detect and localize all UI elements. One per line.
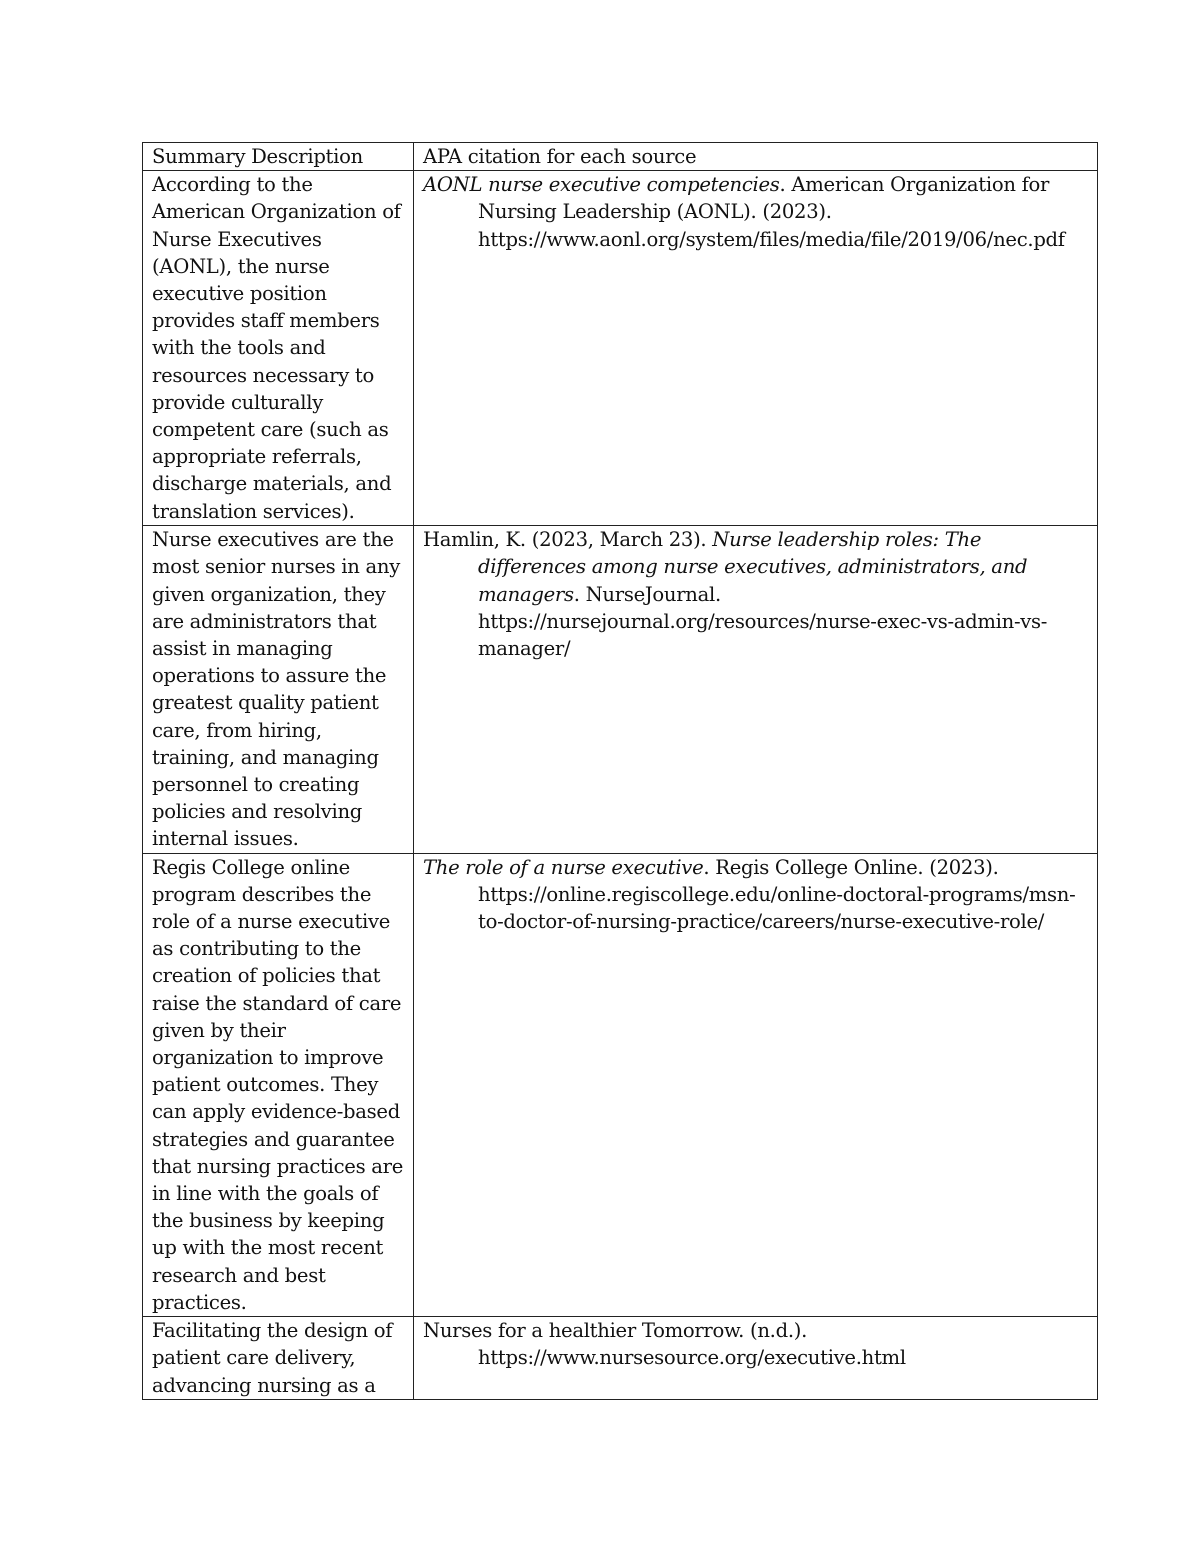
- citation-title: AONL nurse executive competencies: [423, 173, 780, 197]
- table-row: [143, 1317, 1098, 1400]
- citation-suffix: . Regis College Online. (2023). https://online.regiscollege.edu/online-doctoral-programs/msn-to-doctor-of-nursing-practice/careers/nurse-executive-role/: [478, 855, 1076, 934]
- apa-citation: [423, 1317, 1088, 1371]
- citation-suffix: . American Organization for Nursing Leadership (AONL). (2023). https://www.aonl.org/system/files/media/file/2019/06/nec.pdf: [478, 173, 1065, 251]
- table-row: [143, 853, 1098, 1316]
- summary-cell: [143, 171, 414, 526]
- citation-cell: [414, 526, 1098, 853]
- citation-prefix: Nurses for a healthier Tomorrow. (n.d.). https://www.nursesource.org/executive.html: [423, 1319, 906, 1370]
- apa-citation: [423, 526, 1088, 662]
- summary-header: Summary Description: [143, 143, 414, 171]
- table-row: [143, 526, 1098, 853]
- citation-prefix: Hamlin, K. (2023, March 23).: [423, 528, 713, 552]
- citation-title: Nurse leadership roles: The differences among nurse executives, administrators, and managers: [478, 528, 1028, 606]
- summary-text: Nurse executives are the most senior nurses in any given organization, they are administrators that assist in managing operations to assure the greatest quality patient care, from hiring, training, and managing personnel to creating policies and resolving internal issues.: [152, 528, 400, 851]
- summary-cell: [143, 526, 414, 853]
- table-row: [143, 171, 1098, 526]
- citation-cell: [414, 853, 1098, 1316]
- citation-title: The role of a nurse executive: [423, 855, 704, 879]
- citation-cell: [414, 1317, 1098, 1400]
- apa-citation: [423, 854, 1088, 936]
- apa-citation: [423, 171, 1088, 253]
- summary-cell: [143, 1317, 414, 1400]
- summary-text: Regis College online program describes the role of a nurse executive as contributing to the creation of policies that raise the standard of care given by their organization to improve patient outcomes. They can apply evidence-based strategies and guarantee that nursing practices are in line with the goals of the business by keeping up with the most recent research and best practices.: [152, 855, 403, 1314]
- sources-table: [142, 142, 1098, 1400]
- citation-header: APA citation for each source: [414, 143, 1098, 171]
- summary-text: According to the American Organization of Nurse Executives (AONL), the nurse executive position provides staff members with the tools and resources necessary to provide culturally competent care (such as appropriate referrals, discharge materials, and translation services).: [152, 173, 401, 523]
- summary-cell: [143, 853, 414, 1316]
- citation-suffix: . NurseJournal. https://nursejournal.org/resources/nurse-exec-vs-admin-vs-manager/: [478, 582, 1048, 661]
- table-header-row: [143, 143, 1098, 171]
- citation-cell: [414, 171, 1098, 526]
- summary-text: Facilitating the design of patient care delivery, advancing nursing as a: [152, 1319, 393, 1397]
